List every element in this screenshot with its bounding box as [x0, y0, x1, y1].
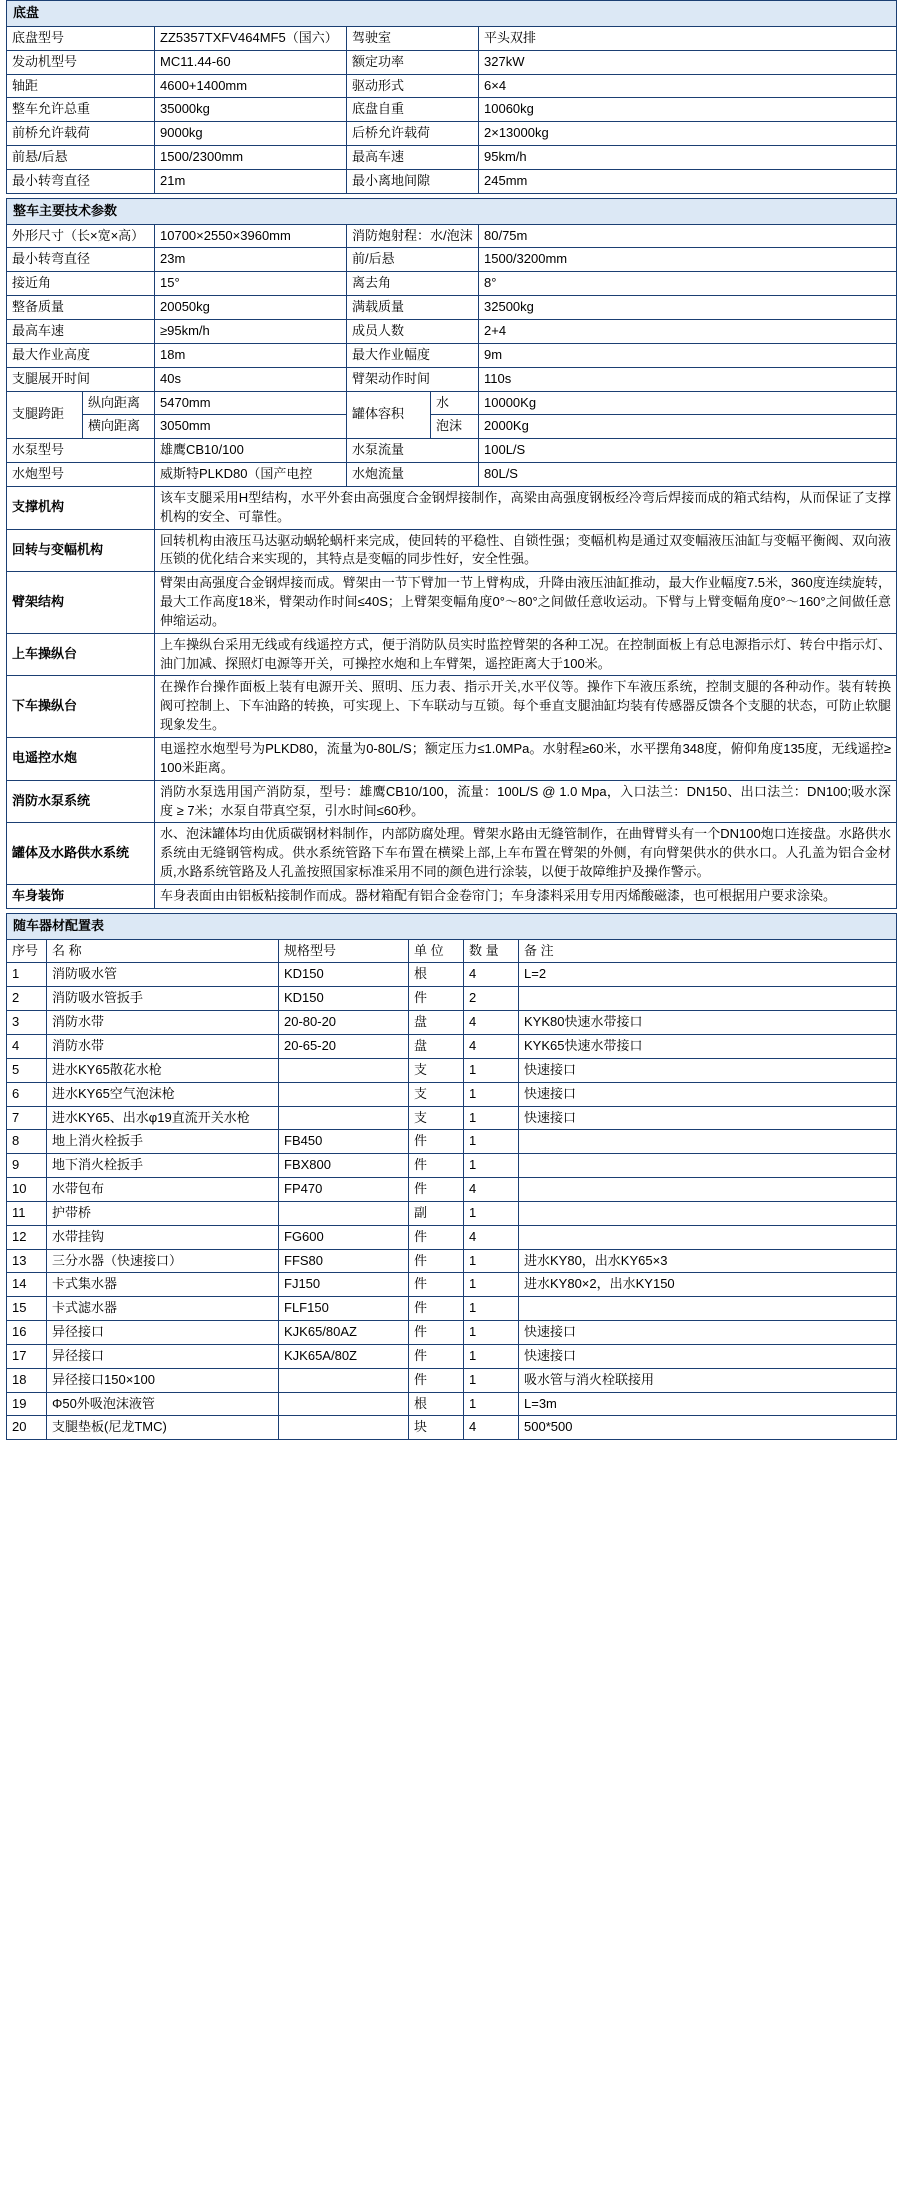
table-row [7, 296, 897, 320]
chassis-value: 平头双排 [479, 26, 897, 50]
cell-remark: L=3m [519, 1392, 897, 1416]
description-text: 臂架由高强度合金钢焊接而成。臂架由一节下臂加一节上臂构成，升降由液压油缸推动，最大作业幅度7.5米，360度连续旋转，最大工作高度18米，臂架动作时间≤40S；上臂架变幅角度0°～80°之间做任意收运动。下臂与上臂变幅角度0°～160°之间做任意伸缩运动。 [155, 572, 897, 634]
cell-name: Φ50外吸泡沫液管 [47, 1392, 279, 1416]
spec-label: 满载质量 [347, 296, 479, 320]
cell-unit: 支 [409, 1058, 464, 1082]
chassis-label: 前桥允许载荷 [7, 122, 155, 146]
table-row [7, 272, 897, 296]
spec-label: 臂架动作时间 [347, 367, 479, 391]
table-row [7, 1201, 897, 1225]
table-row [7, 1011, 897, 1035]
cell-remark [519, 1154, 897, 1178]
column-header-name: 名 称 [47, 939, 279, 963]
main-specs-table [6, 198, 897, 909]
cell-model: 20-65-20 [279, 1034, 409, 1058]
chassis-value: 1500/2300mm [155, 146, 347, 170]
column-header-index: 序号 [7, 939, 47, 963]
cell-model [279, 1106, 409, 1130]
spec-value: 100L/S [479, 439, 897, 463]
cell-unit: 件 [409, 1130, 464, 1154]
spec-value: 2+4 [479, 319, 897, 343]
cell-remark [519, 1130, 897, 1154]
cell-index: 16 [7, 1321, 47, 1345]
table-row [7, 50, 897, 74]
leg-span-value: 3050mm [155, 415, 347, 439]
cell-index: 17 [7, 1344, 47, 1368]
table-row [7, 248, 897, 272]
spec-value: 1500/3200mm [479, 248, 897, 272]
leg-span-label: 支腿跨距 [7, 391, 83, 439]
tank-capacity-value: 2000Kg [479, 415, 897, 439]
spec-label: 消防炮射程：水/泡沫 [347, 224, 479, 248]
cell-unit: 件 [409, 1321, 464, 1345]
spec-value: 10700×2550×3960mm [155, 224, 347, 248]
table-row [7, 367, 897, 391]
table-row [7, 439, 897, 463]
spec-label: 前/后悬 [347, 248, 479, 272]
chassis-label: 驾驶室 [347, 26, 479, 50]
table-row [7, 343, 897, 367]
cell-model: FFS80 [279, 1249, 409, 1273]
tank-capacity-sub-label: 水 [431, 391, 479, 415]
table-row [7, 572, 897, 634]
description-label: 回转与变幅机构 [7, 529, 155, 572]
cell-unit: 件 [409, 1178, 464, 1202]
table-row [7, 633, 897, 676]
chassis-value: MC11.44-60 [155, 50, 347, 74]
table-row [7, 676, 897, 738]
spec-label: 成员人数 [347, 319, 479, 343]
table-row [7, 884, 897, 908]
cell-remark: L=2 [519, 963, 897, 987]
cell-index: 2 [7, 987, 47, 1011]
cell-qty: 4 [464, 1225, 519, 1249]
cell-unit: 件 [409, 1249, 464, 1273]
table-row [7, 1321, 897, 1345]
equipment-section-title: 随车器材配置表 [7, 913, 897, 939]
chassis-label: 发动机型号 [7, 50, 155, 74]
cell-index: 5 [7, 1058, 47, 1082]
tank-capacity-label: 罐体容积 [347, 391, 431, 439]
cell-unit: 件 [409, 1344, 464, 1368]
cell-qty: 1 [464, 1106, 519, 1130]
cell-name: 消防吸水管 [47, 963, 279, 987]
cell-remark: 快速接口 [519, 1344, 897, 1368]
cell-model [279, 1058, 409, 1082]
table-row [7, 415, 897, 439]
cell-qty: 1 [464, 1273, 519, 1297]
cell-index: 7 [7, 1106, 47, 1130]
cell-name: 异径接口150×100 [47, 1368, 279, 1392]
description-label: 下车操纵台 [7, 676, 155, 738]
cell-index: 18 [7, 1368, 47, 1392]
table-row [7, 319, 897, 343]
spec-value: 80L/S [479, 463, 897, 487]
chassis-value: ZZ5357TXFV464MF5（国六） [155, 26, 347, 50]
cell-qty: 1 [464, 1344, 519, 1368]
cell-name: 异径接口 [47, 1344, 279, 1368]
column-header-qty: 数 量 [464, 939, 519, 963]
cell-qty: 4 [464, 1178, 519, 1202]
table-row [7, 1034, 897, 1058]
cell-qty: 1 [464, 1201, 519, 1225]
cell-model: KD150 [279, 963, 409, 987]
chassis-value: 2×13000kg [479, 122, 897, 146]
tank-capacity-sub-label: 泡沫 [431, 415, 479, 439]
column-header-model: 规格型号 [279, 939, 409, 963]
spec-value: 110s [479, 367, 897, 391]
description-label: 消防水泵系统 [7, 780, 155, 823]
main-specs-section-title-row [7, 198, 897, 224]
cell-index: 1 [7, 963, 47, 987]
cell-qty: 1 [464, 1392, 519, 1416]
table-row [7, 780, 897, 823]
chassis-label: 后桥允许载荷 [347, 122, 479, 146]
cell-index: 10 [7, 1178, 47, 1202]
cell-qty: 1 [464, 1249, 519, 1273]
description-label: 支撑机构 [7, 486, 155, 529]
cell-model: KD150 [279, 987, 409, 1011]
spec-label: 水泵流量 [347, 439, 479, 463]
spec-value: 23m [155, 248, 347, 272]
cell-name: 水带包布 [47, 1178, 279, 1202]
description-text: 车身表面由由铝板粘接制作而成。器材箱配有铝合金卷帘门；车身漆料采用专用丙烯酸磁漆，也可根据用户要求涂染。 [155, 884, 897, 908]
table-row [7, 486, 897, 529]
cell-name: 消防水带 [47, 1011, 279, 1035]
cell-qty: 1 [464, 1297, 519, 1321]
chassis-label: 最高车速 [347, 146, 479, 170]
cell-unit: 盘 [409, 1011, 464, 1035]
table-row [7, 1082, 897, 1106]
spec-value: 雄鹰CB10/100 [155, 439, 347, 463]
cell-remark [519, 1178, 897, 1202]
table-row [7, 1273, 897, 1297]
cell-name: 地下消火栓扳手 [47, 1154, 279, 1178]
cell-remark: KYK80快速水带接口 [519, 1011, 897, 1035]
cell-qty: 1 [464, 1321, 519, 1345]
table-row [7, 391, 897, 415]
table-row [7, 74, 897, 98]
table-row [7, 529, 897, 572]
cell-index: 14 [7, 1273, 47, 1297]
cell-name: 进水KY65空气泡沫枪 [47, 1082, 279, 1106]
cell-unit: 件 [409, 1225, 464, 1249]
description-text: 电遥控水炮型号为PLKD80，流量为0-80L/S；额定压力≤1.0MPa。水射程≥60米，水平摆角348度，俯仰角度135度，无线遥控≥100米距离。 [155, 738, 897, 781]
cell-remark: 吸水管与消火栓联接用 [519, 1368, 897, 1392]
cell-name: 支腿垫板(尼龙TMC) [47, 1416, 279, 1440]
spec-label: 整备质量 [7, 296, 155, 320]
chassis-label: 前悬/后悬 [7, 146, 155, 170]
cell-remark [519, 1297, 897, 1321]
cell-remark: 进水KY80，出水KY65×3 [519, 1249, 897, 1273]
equipment-section-title-row [7, 913, 897, 939]
cell-unit: 支 [409, 1082, 464, 1106]
cell-name: 水带挂钩 [47, 1225, 279, 1249]
cell-model: 20-80-20 [279, 1011, 409, 1035]
table-row [7, 146, 897, 170]
chassis-value: 9000kg [155, 122, 347, 146]
leg-span-sub-label: 横向距离 [83, 415, 155, 439]
chassis-label: 驱动形式 [347, 74, 479, 98]
table-row [7, 169, 897, 193]
table-row [7, 463, 897, 487]
cell-unit: 盘 [409, 1034, 464, 1058]
spec-value: 32500kg [479, 296, 897, 320]
description-label: 车身装饰 [7, 884, 155, 908]
table-row [7, 963, 897, 987]
chassis-value: 245mm [479, 169, 897, 193]
cell-unit: 件 [409, 1297, 464, 1321]
spec-label: 水炮流量 [347, 463, 479, 487]
table-row [7, 1058, 897, 1082]
chassis-value: 327kW [479, 50, 897, 74]
cell-qty: 1 [464, 1154, 519, 1178]
chassis-value: 95km/h [479, 146, 897, 170]
description-text: 回转机构由液压马达驱动蜗轮蜗杆来完成，使回转的平稳性、自锁性强；变幅机构是通过双变幅液压油缸与变幅平衡阀、双向液压锁的优化结合来实现的，其特点是变幅的同步性好，安全性强。 [155, 529, 897, 572]
cell-name: 卡式滤水器 [47, 1297, 279, 1321]
table-row [7, 1154, 897, 1178]
table-row [7, 1392, 897, 1416]
equipment-header-row [7, 939, 897, 963]
table-row [7, 738, 897, 781]
spec-label: 最大作业高度 [7, 343, 155, 367]
table-row [7, 122, 897, 146]
spec-label: 外形尺寸（长×宽×高） [7, 224, 155, 248]
table-row [7, 1249, 897, 1273]
cell-unit: 根 [409, 1392, 464, 1416]
table-row [7, 26, 897, 50]
cell-unit: 件 [409, 1368, 464, 1392]
description-label: 臂架结构 [7, 572, 155, 634]
spec-label: 接近角 [7, 272, 155, 296]
cell-name: 护带桥 [47, 1201, 279, 1225]
leg-span-value: 5470mm [155, 391, 347, 415]
cell-unit: 件 [409, 1273, 464, 1297]
cell-qty: 1 [464, 1130, 519, 1154]
cell-model: FP470 [279, 1178, 409, 1202]
cell-index: 11 [7, 1201, 47, 1225]
cell-model: KJK65A/80Z [279, 1344, 409, 1368]
column-header-unit: 单 位 [409, 939, 464, 963]
cell-index: 15 [7, 1297, 47, 1321]
cell-remark: 快速接口 [519, 1106, 897, 1130]
cell-remark: KYK65快速水带接口 [519, 1034, 897, 1058]
cell-model [279, 1201, 409, 1225]
chassis-section-title: 底盘 [7, 1, 897, 27]
cell-index: 9 [7, 1154, 47, 1178]
table-row [7, 224, 897, 248]
cell-index: 3 [7, 1011, 47, 1035]
spec-label: 支腿展开时间 [7, 367, 155, 391]
cell-model: KJK65/80AZ [279, 1321, 409, 1345]
spec-value: 20050kg [155, 296, 347, 320]
chassis-label: 底盘型号 [7, 26, 155, 50]
chassis-label: 底盘自重 [347, 98, 479, 122]
chassis-label: 最小转弯直径 [7, 169, 155, 193]
cell-name: 进水KY65散花水枪 [47, 1058, 279, 1082]
cell-qty: 1 [464, 1058, 519, 1082]
cell-remark [519, 1201, 897, 1225]
spec-label: 水炮型号 [7, 463, 155, 487]
description-label: 上车操纵台 [7, 633, 155, 676]
cell-unit: 件 [409, 1154, 464, 1178]
table-row [7, 1297, 897, 1321]
cell-unit: 支 [409, 1106, 464, 1130]
spec-value: 40s [155, 367, 347, 391]
table-row [7, 823, 897, 885]
tank-capacity-value: 10000Kg [479, 391, 897, 415]
cell-model [279, 1368, 409, 1392]
description-text: 上车操纵台采用无线或有线遥控方式，便于消防队员实时监控臂架的各种工况。在控制面板上有总电源指示灯、转台中指示灯、油门加减、探照灯电源等开关，可操控水炮和上车臂架，遥控距离大于100米。 [155, 633, 897, 676]
cell-index: 13 [7, 1249, 47, 1273]
spec-value: 18m [155, 343, 347, 367]
cell-model [279, 1416, 409, 1440]
cell-remark: 进水KY80×2，出水KY150 [519, 1273, 897, 1297]
spec-value: ≥95km/h [155, 319, 347, 343]
chassis-label: 轴距 [7, 74, 155, 98]
cell-remark: 500*500 [519, 1416, 897, 1440]
cell-unit: 副 [409, 1201, 464, 1225]
description-label: 电遥控水炮 [7, 738, 155, 781]
table-row [7, 987, 897, 1011]
cell-name: 卡式集水器 [47, 1273, 279, 1297]
chassis-label: 最小离地间隙 [347, 169, 479, 193]
table-row [7, 1225, 897, 1249]
cell-model [279, 1082, 409, 1106]
cell-name: 消防水带 [47, 1034, 279, 1058]
main-specs-section-title: 整车主要技术参数 [7, 198, 897, 224]
cell-model: FJ150 [279, 1273, 409, 1297]
spec-label: 离去角 [347, 272, 479, 296]
cell-model: FBX800 [279, 1154, 409, 1178]
table-row [7, 1106, 897, 1130]
chassis-value: 35000kg [155, 98, 347, 122]
column-header-remark: 备 注 [519, 939, 897, 963]
description-text: 水、泡沫罐体均由优质碳钢材料制作，内部防腐处理。臂架水路由无缝管制作，在曲臂臂头有一个DN100炮口连接盘。水路供水系统由无缝钢管构成。供水系统管路下车布置在横梁上部,上车布置在臂架的外侧，有向臂架供水的供水口。人孔盖为铝合金材质,水路系统管路及人孔盖按照国家标准采用不同的颜色进行涂装，以便于故障维护及操作警示。 [155, 823, 897, 885]
table-row [7, 1178, 897, 1202]
cell-remark: 快速接口 [519, 1058, 897, 1082]
table-row [7, 98, 897, 122]
leg-span-sub-label: 纵向距离 [83, 391, 155, 415]
cell-qty: 4 [464, 1011, 519, 1035]
table-row [7, 1130, 897, 1154]
cell-qty: 2 [464, 987, 519, 1011]
spec-label: 水泵型号 [7, 439, 155, 463]
cell-index: 4 [7, 1034, 47, 1058]
cell-remark [519, 987, 897, 1011]
spec-label: 最大作业幅度 [347, 343, 479, 367]
cell-qty: 4 [464, 963, 519, 987]
cell-unit: 根 [409, 963, 464, 987]
cell-name: 地上消火栓扳手 [47, 1130, 279, 1154]
table-row [7, 1344, 897, 1368]
cell-remark: 快速接口 [519, 1082, 897, 1106]
chassis-label: 额定功率 [347, 50, 479, 74]
cell-name: 三分水器（快速接口） [47, 1249, 279, 1273]
spec-value: 80/75m [479, 224, 897, 248]
cell-name: 消防吸水管扳手 [47, 987, 279, 1011]
cell-index: 20 [7, 1416, 47, 1440]
spec-label: 最高车速 [7, 319, 155, 343]
chassis-section-title-row [7, 1, 897, 27]
description-text: 消防水泵选用国产消防泵，型号：雄鹰CB10/100，流量：100L/S @ 1.0 Mpa，入口法兰：DN150、出口法兰：DN100;吸水深度 ≥ 7米；水泵自带真空泵，引水时间≤60秒。 [155, 780, 897, 823]
cell-model: FB450 [279, 1130, 409, 1154]
cell-qty: 1 [464, 1368, 519, 1392]
chassis-label: 整车允许总重 [7, 98, 155, 122]
cell-index: 12 [7, 1225, 47, 1249]
cell-model: FLF150 [279, 1297, 409, 1321]
chassis-value: 10060kg [479, 98, 897, 122]
cell-name: 异径接口 [47, 1321, 279, 1345]
description-label: 罐体及水路供水系统 [7, 823, 155, 885]
spec-value: 9m [479, 343, 897, 367]
cell-index: 6 [7, 1082, 47, 1106]
spec-value: 8° [479, 272, 897, 296]
cell-remark: 快速接口 [519, 1321, 897, 1345]
table-row [7, 1416, 897, 1440]
cell-unit: 件 [409, 987, 464, 1011]
cell-qty: 4 [464, 1416, 519, 1440]
cell-unit: 块 [409, 1416, 464, 1440]
chassis-value: 6×4 [479, 74, 897, 98]
description-text: 该车支腿采用H型结构，水平外套由高强度合金钢焊接制作，高梁由高强度钢板经冷弯后焊接而成的箱式结构，从而保证了支撑机构的安全、可靠性。 [155, 486, 897, 529]
cell-index: 19 [7, 1392, 47, 1416]
chassis-table [6, 0, 897, 194]
cell-model [279, 1392, 409, 1416]
spec-value: 15° [155, 272, 347, 296]
cell-remark [519, 1225, 897, 1249]
cell-model: FG600 [279, 1225, 409, 1249]
spec-value: 威斯特PLKD80（国产电控 [155, 463, 347, 487]
chassis-value: 4600+1400mm [155, 74, 347, 98]
cell-qty: 4 [464, 1034, 519, 1058]
cell-index: 8 [7, 1130, 47, 1154]
spec-label: 最小转弯直径 [7, 248, 155, 272]
cell-name: 进水KY65、出水φ19直流开关水枪 [47, 1106, 279, 1130]
equipment-table [6, 913, 897, 1441]
cell-qty: 1 [464, 1082, 519, 1106]
table-row [7, 1368, 897, 1392]
chassis-value: 21m [155, 169, 347, 193]
description-text: 在操作台操作面板上装有电源开关、照明、压力表、指示开关,水平仪等。操作下车液压系统，控制支腿的各种动作。装有转换阀可控制上、下车油路的转换，可实现上、下车联动与互锁。每个垂直支腿油缸均装有传感器反馈各个支腿的状态，可防止软腿现象发生。 [155, 676, 897, 738]
